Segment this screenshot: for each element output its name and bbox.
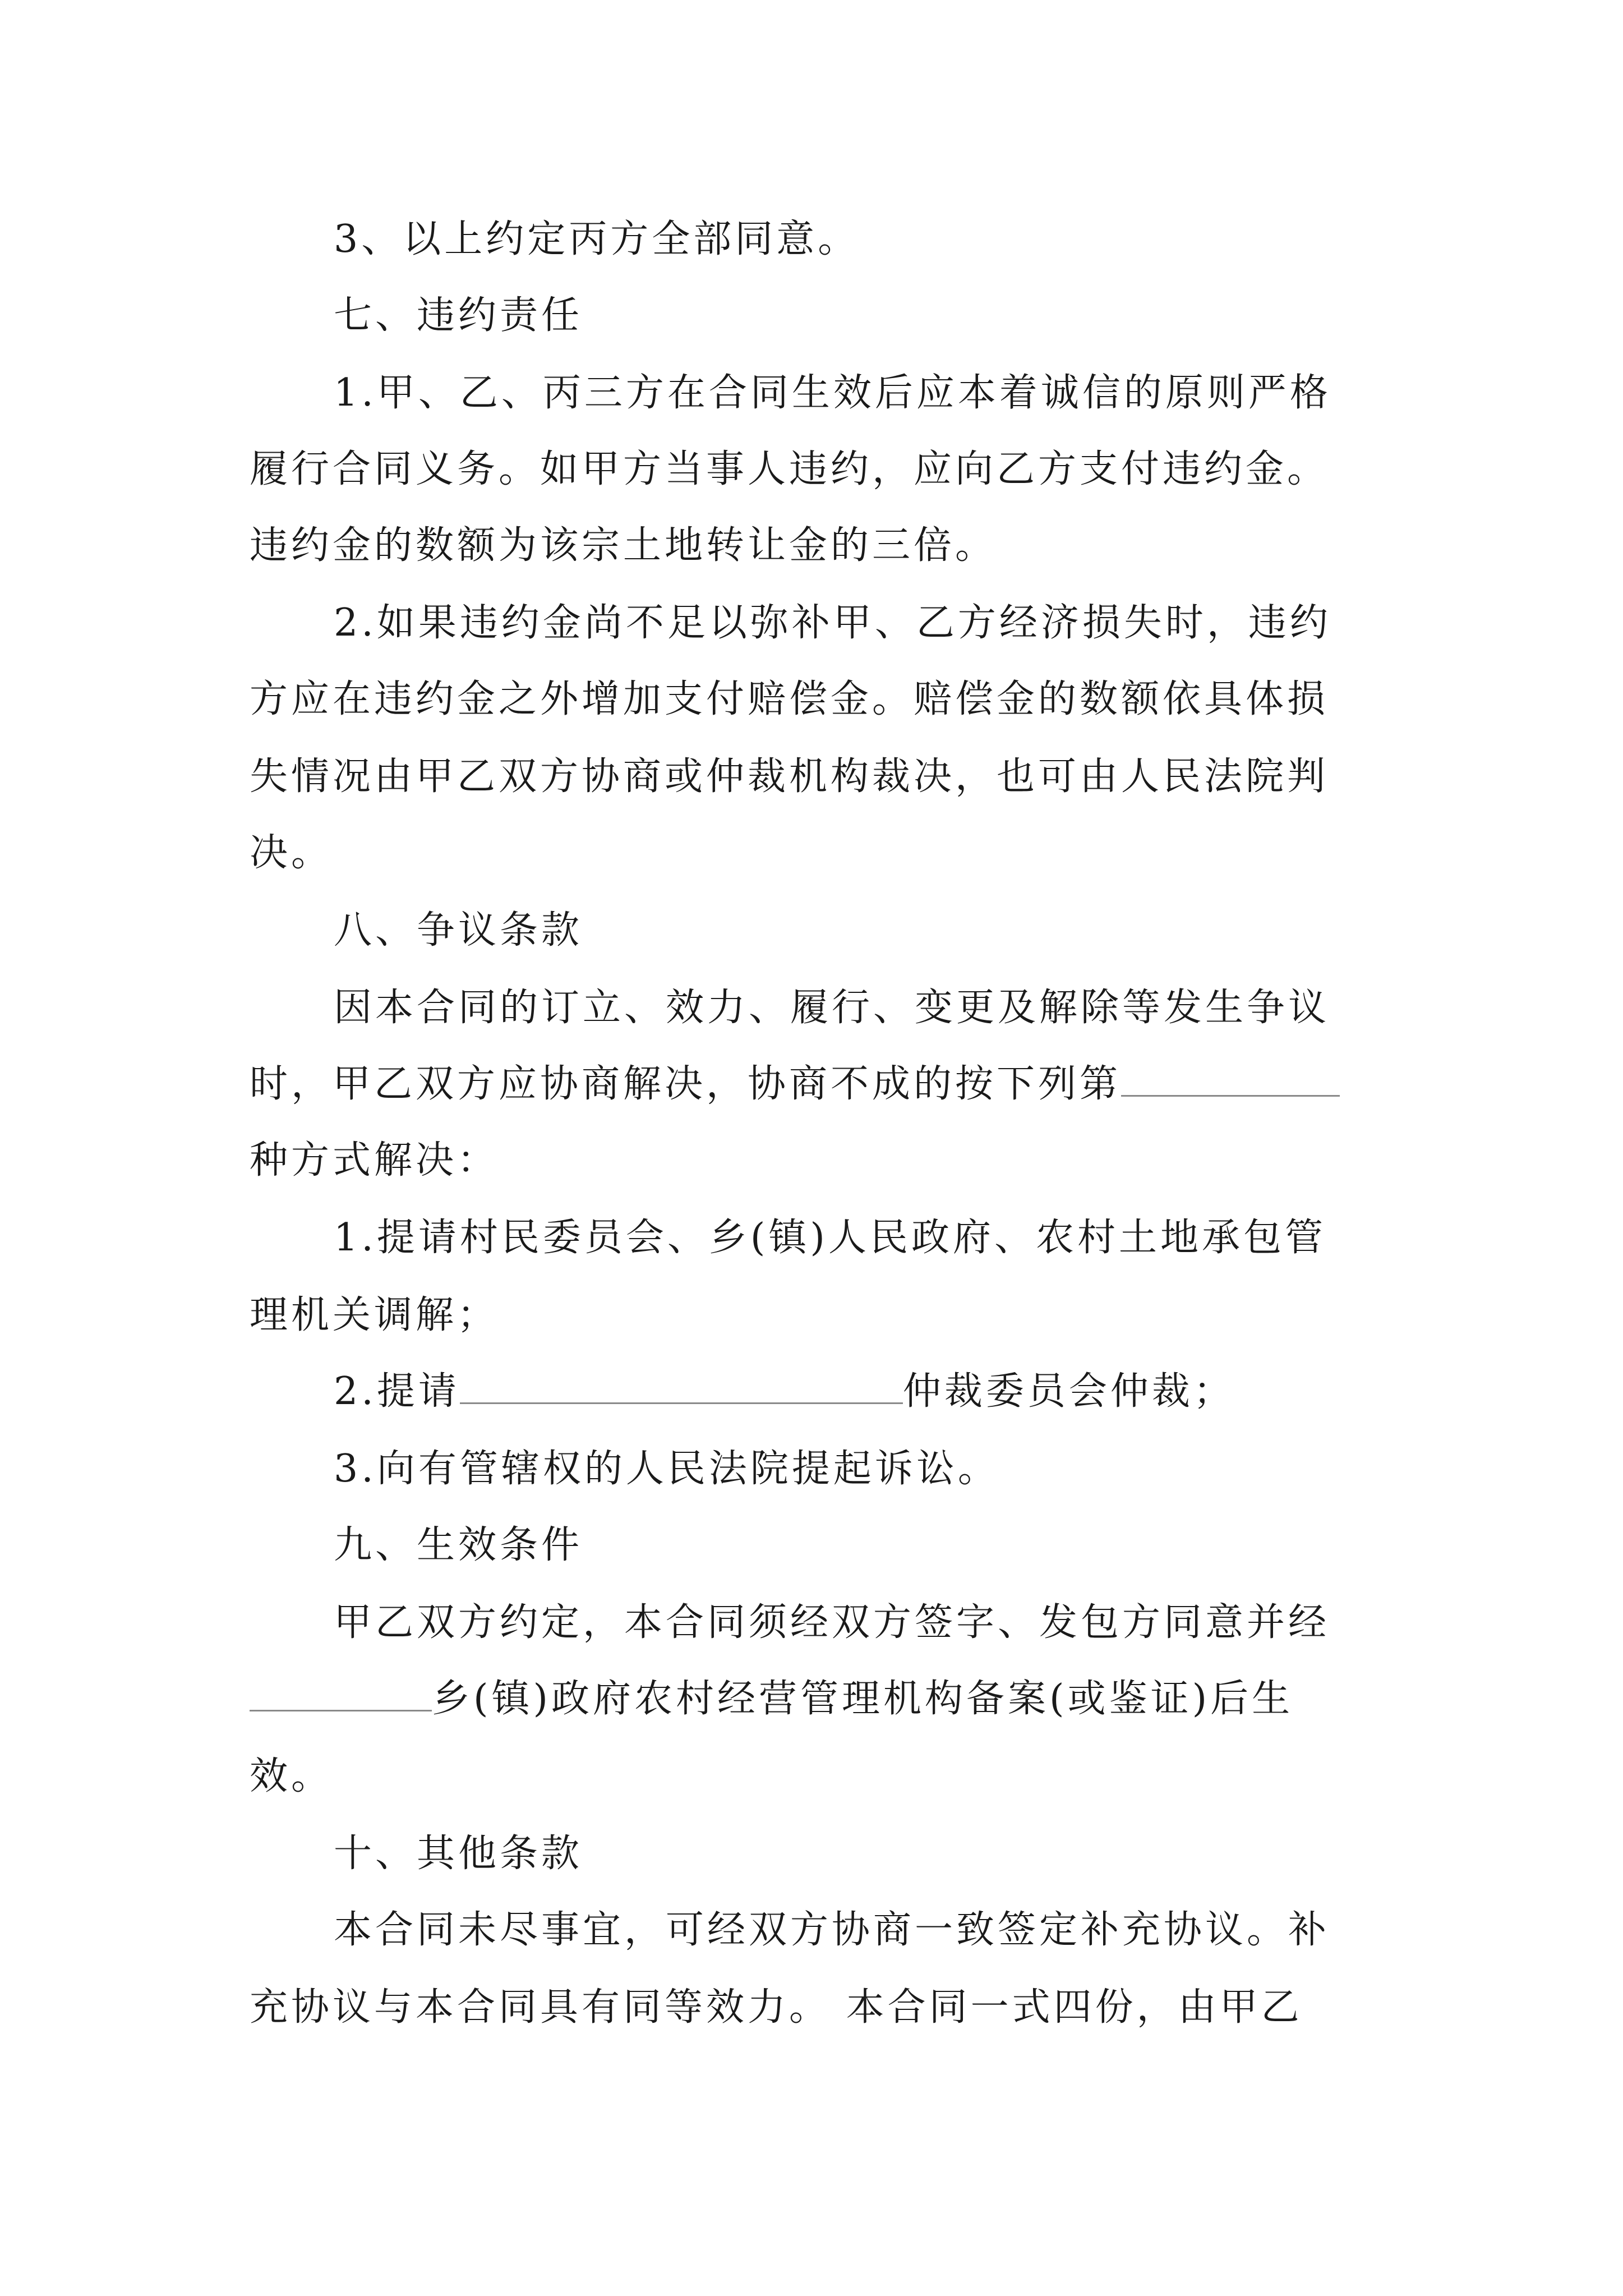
- clause-line: 方应在违约金之外增加支付赔偿金。赔偿金的数额依具体损: [250, 677, 1329, 721]
- clause-line: 因本合同的订立、效力、履行、变更及解除等发生争议: [334, 986, 1330, 1030]
- clause-line: 履行合同义务。如甲方当事人违约，应向乙方支付违约金。: [250, 447, 1329, 491]
- clause-line: [250, 1668, 1293, 1723]
- clause-line: 1.甲、乙、丙三方在合同生效后应本着诚信的原则严格: [334, 371, 1331, 415]
- clause-text: 仲裁委员会仲裁；: [902, 1369, 1235, 1414]
- clause-line: 3、以上约定丙方全部同意。: [334, 217, 860, 261]
- clause-line: 甲乙双方约定，本合同须经双方签字、发包方同意并经: [334, 1600, 1330, 1645]
- clause-line: 效。: [250, 1754, 333, 1798]
- clause-line: 理机关调解；: [250, 1293, 499, 1337]
- clause-line: [250, 1053, 1340, 1108]
- clause-line: 1.提请村民委员会、乡(镇)人民政府、农村土地承包管: [334, 1216, 1326, 1260]
- clause-line: 充协议与本合同具有同等效力。 本合同一式四份，由甲乙: [250, 1985, 1303, 2030]
- clause-line: 本合同未尽事宜，可经双方协商一致签定补充协议。补: [334, 1908, 1330, 1952]
- clause-text: 乡(镇)政府农村经营管理机构备案(或鉴证)后生: [432, 1677, 1294, 1721]
- section-heading: 八、争议条款: [334, 908, 583, 953]
- clause-line: 3.向有管辖权的人民法院提起诉讼。: [334, 1447, 999, 1491]
- fill-in-blank[interactable]: [1121, 1062, 1340, 1097]
- clause-line: 决。: [250, 831, 333, 875]
- clause-text: 2.提请: [334, 1369, 460, 1414]
- section-heading: 九、生效条件: [334, 1523, 583, 1567]
- fill-in-blank[interactable]: [460, 1370, 903, 1404]
- fill-in-blank[interactable]: [250, 1677, 432, 1711]
- clause-line: [334, 1361, 1235, 1415]
- clause-line: 2.如果违约金尚不足以弥补甲、乙方经济损失时，违约: [334, 601, 1331, 645]
- clause-line: 违约金的数额为该宗土地转让金的三倍。: [250, 523, 997, 568]
- clause-line: 种方式解决：: [250, 1138, 499, 1182]
- clause-text: 时，甲乙双方应协商解决，协商不成的按下列第: [250, 1062, 1122, 1106]
- section-heading: 十、其他条款: [334, 1832, 583, 1876]
- section-heading: 七、违约责任: [334, 293, 583, 338]
- clause-line: 失情况由甲乙双方协商或仲裁机构裁决，也可由人民法院判: [250, 754, 1329, 799]
